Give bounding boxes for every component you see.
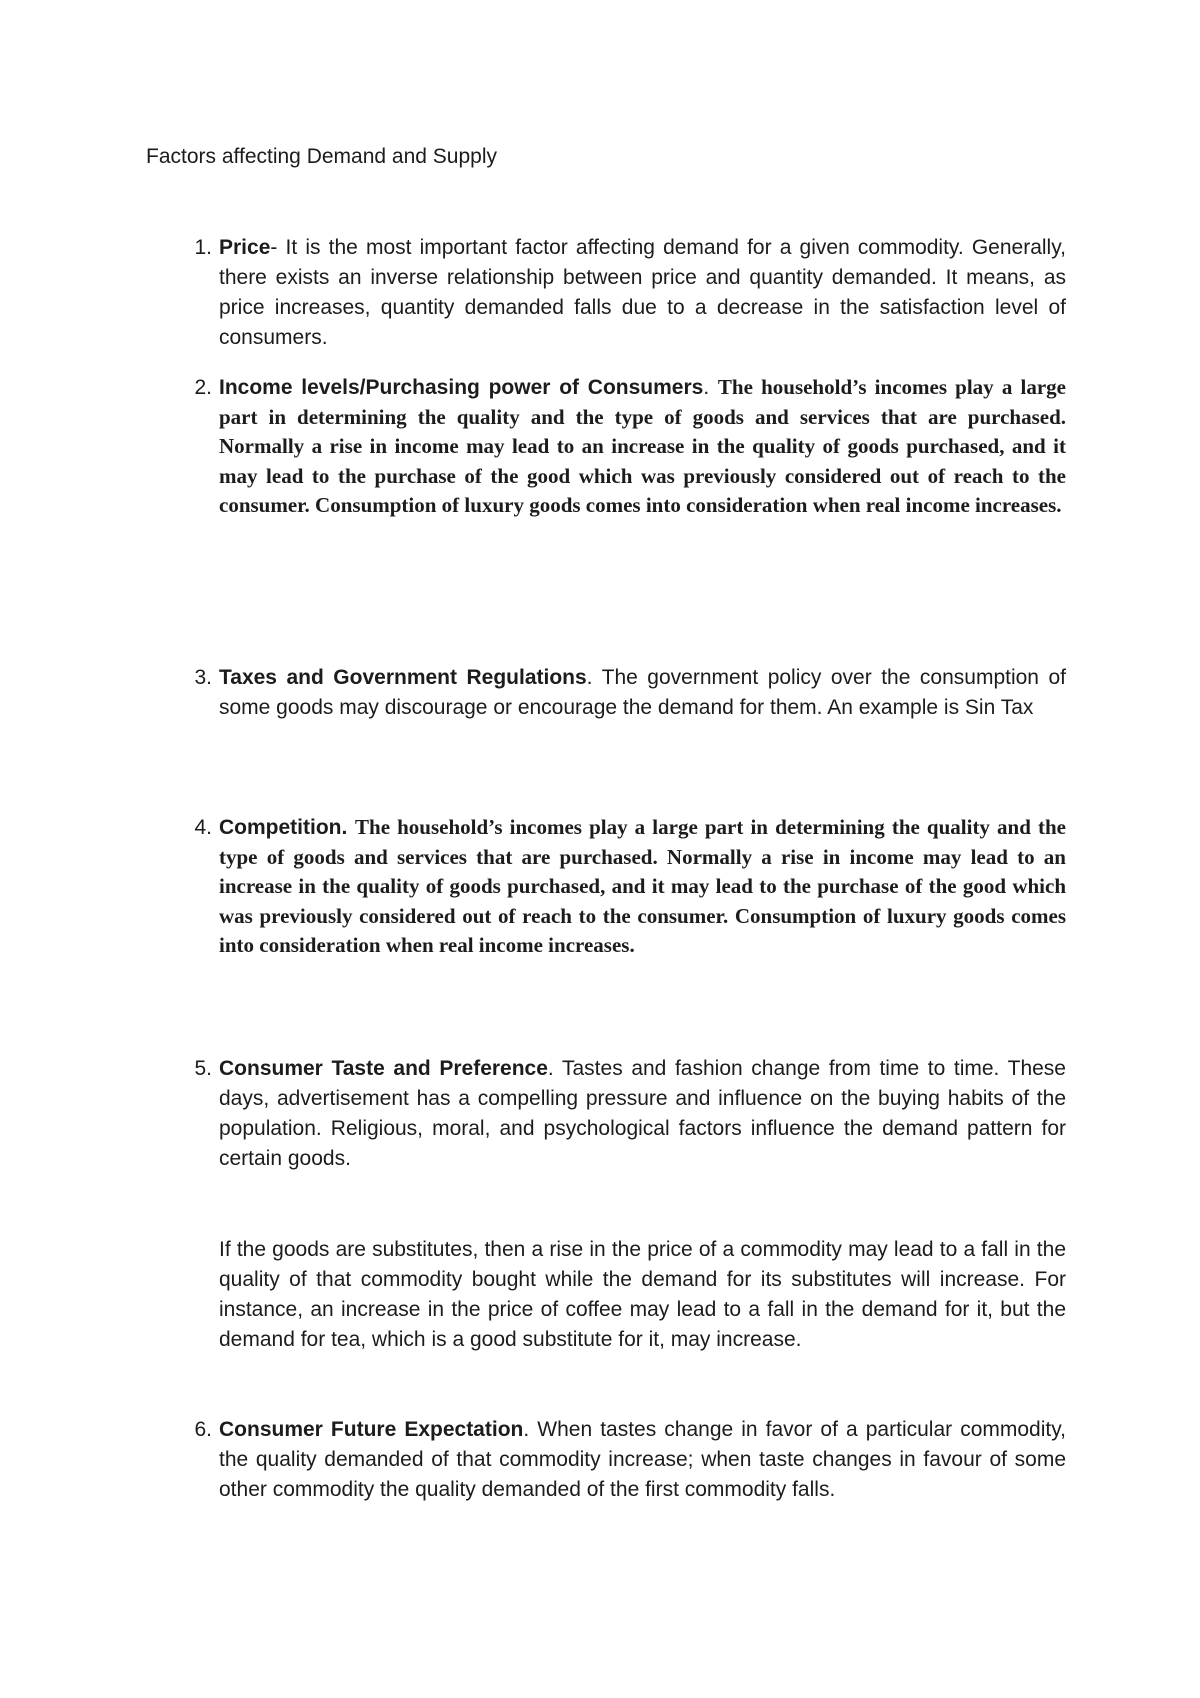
list-item-term: Consumer Taste and Preference — [219, 1057, 548, 1080]
list-item-text — [219, 233, 1066, 353]
list-item-text — [219, 373, 1066, 521]
list-item-body: The government policy over the consumption of some goods may discourage or encourage the demand for them. An example is Sin Tax — [219, 666, 1066, 719]
list-item-number: 2. — [194, 376, 212, 399]
list-item-body: It is the most important factor affecting demand for a given commodity. Generally, there exists an inverse relationship between price and quantity demanded. It means, as price increases, quantity demanded falls due to a decrease in the satisfaction level of consumers. — [219, 236, 1066, 349]
list-item-body: The household’s incomes play a large part in determining the quality and the type of goods and services that are purchased. Normally a rise in income may lead to an increase in the quality of goods purchased, and it may lead to the purchase of the good which was previously considered out of reach to the consumer. Consumption of luxury goods comes into consideration when real income increases. — [219, 375, 1066, 517]
list-item-term: Competition. — [219, 816, 348, 839]
list-item-separator — [347, 816, 355, 839]
list-item-text — [219, 663, 1066, 723]
list-item-text — [219, 813, 1066, 961]
list-item-body: When tastes change in favor of a particular commodity, the quality demanded of that commodity increase; when taste changes in favour of some other commodity the quality demanded of the first commodity falls. — [219, 1418, 1066, 1501]
list-item-number: 4. — [194, 816, 212, 839]
list-item-text — [219, 1415, 1066, 1505]
list-item-term: Consumer Future Expectation — [219, 1418, 524, 1441]
document-title: Factors affecting Demand and Supply — [146, 145, 497, 168]
list-item-number: 5. — [194, 1057, 212, 1080]
list-item-number: 1. — [194, 236, 212, 259]
list-item-separator: . — [586, 666, 602, 689]
list-item-body: The household’s incomes play a large part in determining the quality and the type of goods and services that are purchased. Normally a rise in income may lead to an increase in the quality of goods purchased, and it may lead to the purchase of the good which was previously considered out of reach to the consumer. Consumption of luxury goods comes into consideration when real income increases. — [219, 815, 1066, 957]
list-item-separator: . — [703, 376, 718, 399]
list-item-number: 6. — [194, 1418, 212, 1441]
list-item-number: 3. — [194, 666, 212, 689]
list-item-term: Price — [219, 236, 271, 259]
substitutes-paragraph: If the goods are substitutes, then a rise in the price of a commodity may lead to a fall in the quality of that commodity bought while the demand for its substitutes will increase. For instance, an increase in the price of coffee may lead to a fall in the demand for it, but the demand for tea, which is a good substitute for it, may increase. — [219, 1238, 1066, 1351]
list-item-separator: . — [523, 1418, 538, 1441]
list-item-term: Taxes and Government Regulations — [219, 666, 587, 689]
list-item-separator: - — [270, 236, 278, 259]
list-item-text — [219, 1054, 1066, 1174]
list-item-separator: . — [547, 1057, 562, 1080]
list-item-term: Income levels/Purchasing power of Consumers — [219, 376, 704, 399]
list-item-body: Tastes and fashion change from time to time. These days, advertisement has a compelling pressure and influence on the buying habits of the population. Religious, moral, and psychological factors influence the demand pattern for certain goods. — [219, 1057, 1066, 1170]
